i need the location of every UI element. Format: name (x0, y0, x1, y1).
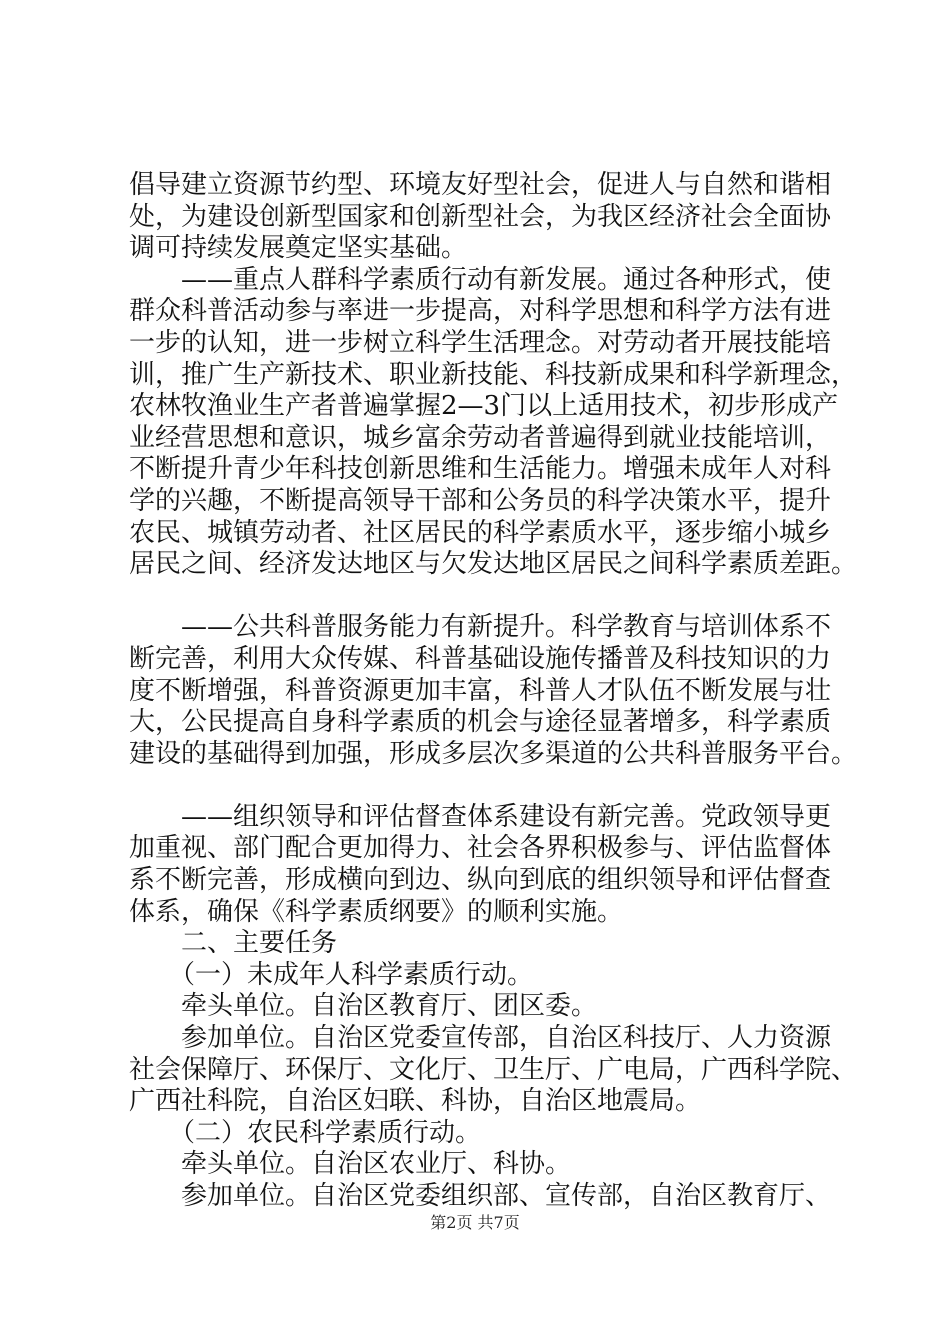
text-line: 居民之间、经济发达地区与欠发达地区居民之间科学素质差距。 (129, 549, 858, 580)
text-line: 系不断完善，形成横向到边、纵向到底的组织领导和评估督查 (129, 865, 832, 896)
text-line: 参加单位。自治区党委组织部、宣传部，自治区教育厅、 (181, 1181, 832, 1211)
text-line: 二、主要任务 (181, 928, 338, 959)
text-line: 调可持续发展奠定坚实基础。 (129, 233, 468, 264)
blank-line (129, 581, 829, 613)
page-footer: 第2页 共7页 (430, 1213, 520, 1232)
text-line: 牵头单位。自治区农业厅、科协。 (181, 1149, 572, 1180)
text-line: 广西社科院，自治区妇联、科协，自治区地震局。 (129, 1086, 702, 1117)
text-line: 群众科普活动参与率进一步提高，对科学思想和科学方法有进 (129, 296, 832, 327)
text-line: 训，推广生产新技术、职业新技能、科技新成果和科学新理念， (129, 359, 858, 390)
text-line: 处，为建设创新型国家和创新型社会，为我区经济社会全面协 (129, 201, 832, 232)
document-body (129, 170, 858, 1213)
text-line: 倡导建立资源节约型、环境友好型社会，促进人与自然和谐相 (129, 170, 832, 200)
text-line: 加重视、部门配合更加得力、社会各界积极参与、评估监督体 (129, 833, 832, 864)
text-line: 学的兴趣，不断提高领导干部和公务员的科学决策水平，提升 (129, 485, 832, 516)
text-line: （一）未成年人科学素质行动。 (169, 959, 534, 990)
text-line: 业经营思想和意识，城乡富余劳动者普遍得到就业技能培训， (129, 422, 832, 453)
text-line: 农林牧渔业生产者普遍掌握2—3门以上适用技术，初步形成产 (129, 391, 839, 422)
text-line: ——公共科普服务能力有新提升。科学教育与培训体系不 (181, 612, 832, 643)
text-line: 断完善，利用大众传媒、科普基础设施传播普及科技知识的力 (129, 643, 832, 674)
text-line: ——组织领导和评估督查体系建设有新完善。党政领导更 (181, 801, 832, 832)
text-line: 建设的基础得到加强，形成多层次多渠道的公共科普服务平台。 (129, 738, 858, 769)
text-line: （二）农民科学素质行动。 (169, 1117, 482, 1148)
text-line: 度不断增强，科普资源更加丰富，科普人才队伍不断发展与壮 (129, 675, 832, 706)
text-line: ——重点人群科学素质行动有新发展。通过各种形式，使 (181, 264, 832, 295)
text-line: 一步的认知，进一步树立科学生活理念。对劳动者开展技能培 (129, 327, 832, 358)
blank-line (129, 770, 829, 802)
text-line: 牵头单位。自治区教育厅、团区委。 (181, 991, 598, 1022)
text-line: 体系，确保《科学素质纲要》的顺利实施。 (129, 896, 624, 927)
text-line: 参加单位。自治区党委宣传部，自治区科技厅、人力资源 (181, 1023, 832, 1054)
text-line: 社会保障厅、环保厅、文化厅、卫生厅、广电局，广西科学院、 (129, 1054, 858, 1085)
text-line: 不断提升青少年科技创新思维和生活能力。增强未成年人对科 (129, 454, 832, 485)
text-line: 大，公民提高自身科学素质的机会与途径显著增多，科学素质 (129, 707, 832, 738)
text-line: 农民、城镇劳动者、社区居民的科学素质水平，逐步缩小城乡 (129, 517, 832, 548)
